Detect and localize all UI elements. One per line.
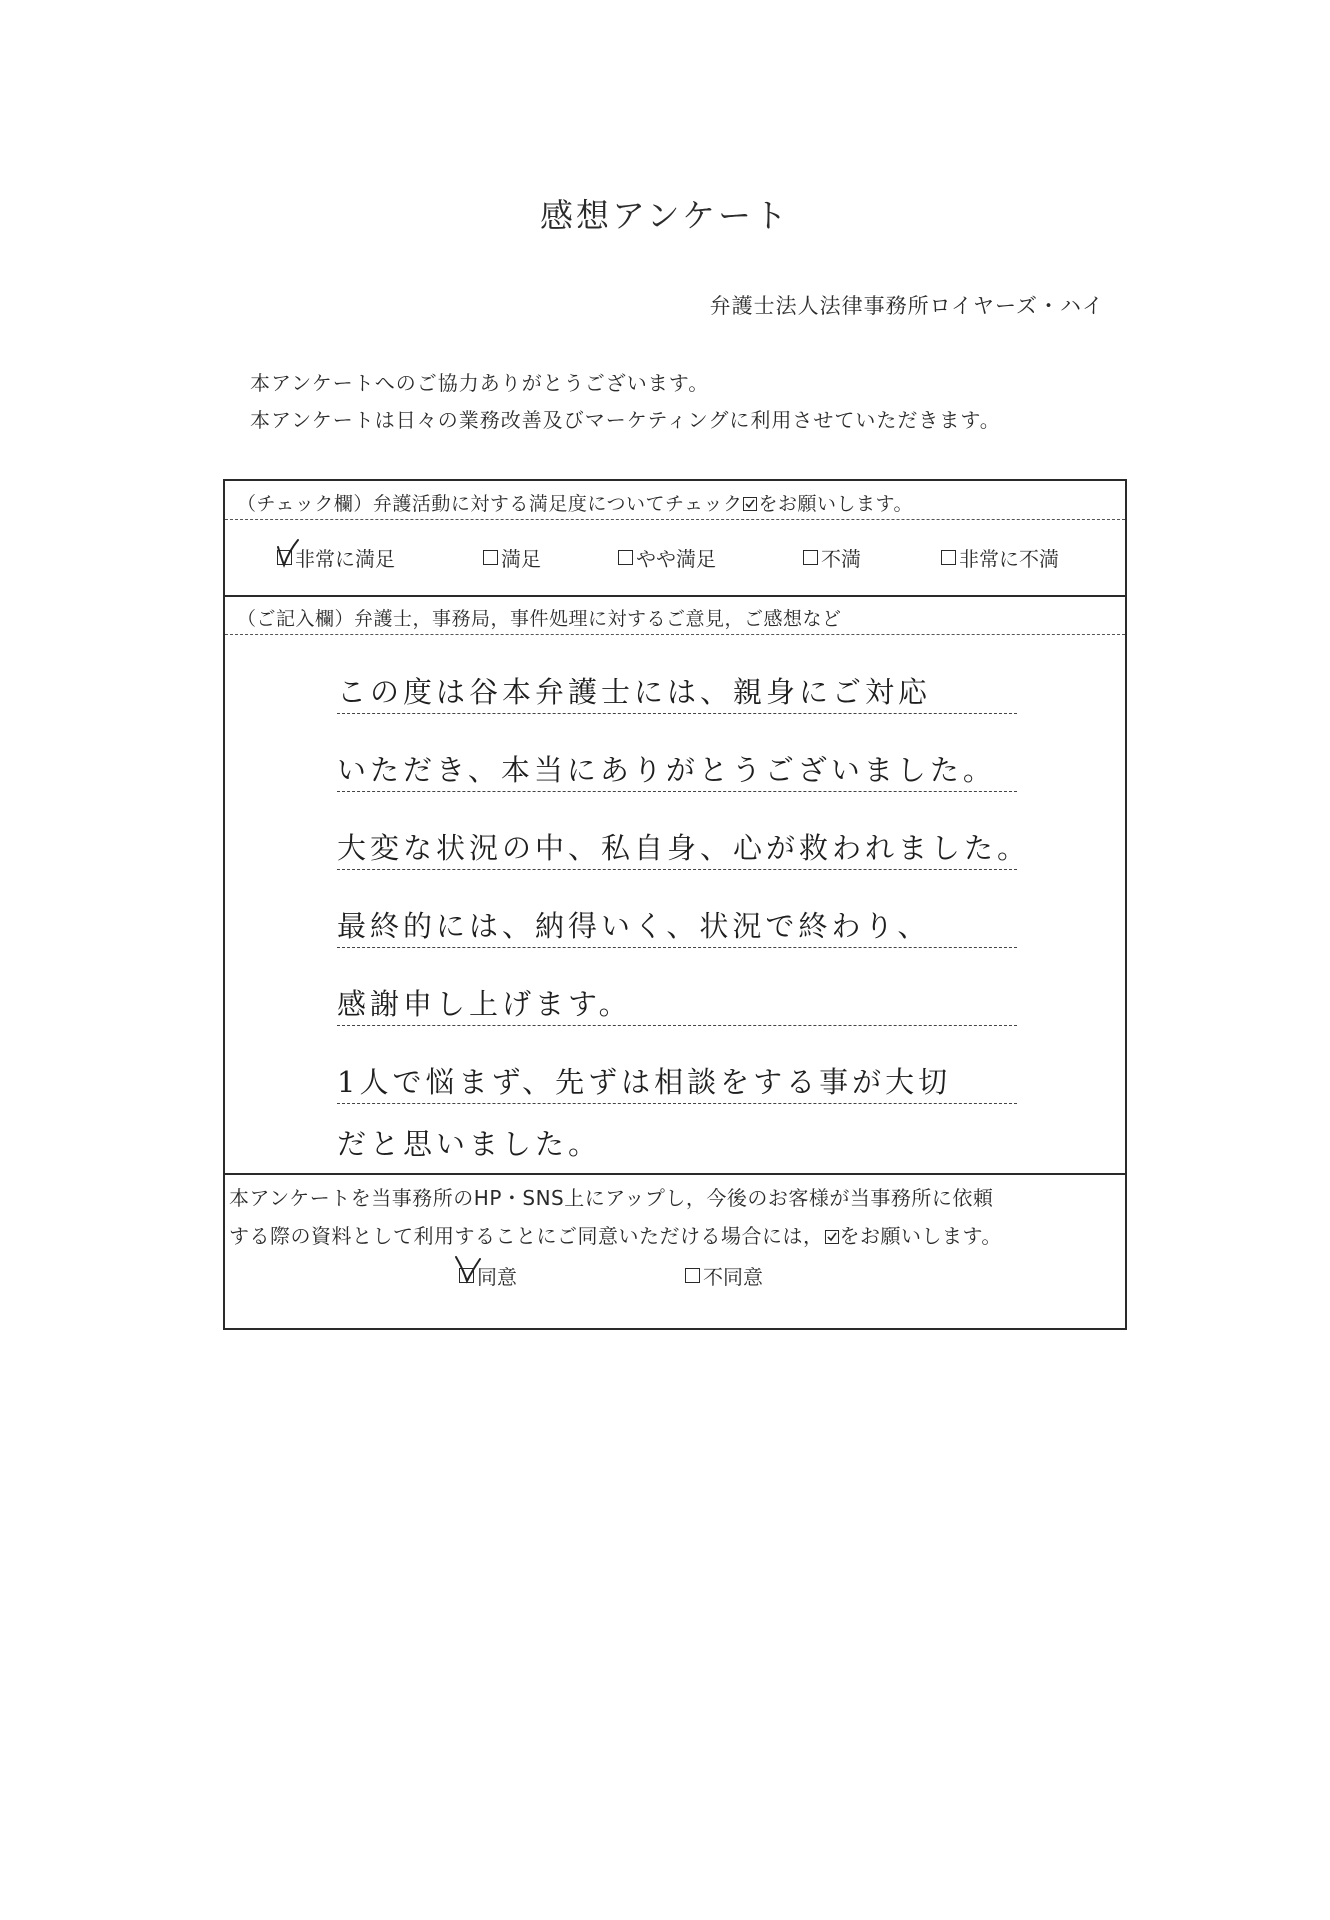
comment-line: だと思いました。 xyxy=(337,1127,602,1161)
consent-line-2-suffix: をお願いします。 xyxy=(839,1224,1002,1248)
option-label: 満足 xyxy=(501,547,541,571)
checkbox-icon[interactable] xyxy=(459,1268,474,1283)
divider xyxy=(225,595,1125,597)
option-somewhat-satisfied[interactable] xyxy=(618,543,716,572)
option-label: 不同意 xyxy=(703,1265,763,1289)
option-satisfied[interactable] xyxy=(483,543,541,572)
checkbox-icon[interactable] xyxy=(618,550,633,565)
comment-line: いただき、本当にありがとうございました。 xyxy=(337,753,1017,792)
intro-line-2: 本アンケートは日々の業務改善及びマーケティングに利用させていただきます。 xyxy=(250,408,1001,432)
intro-text xyxy=(250,365,1001,439)
checkbox-icon[interactable] xyxy=(685,1268,700,1283)
comment-line: 1人で悩まず、先ずは相談をする事が大切 xyxy=(337,1065,1017,1104)
comment-line: この度は谷本弁護士には、親身にご対応 xyxy=(337,675,1017,714)
option-label: 不満 xyxy=(821,547,861,571)
divider xyxy=(225,519,1125,520)
option-label: やや満足 xyxy=(636,547,716,571)
divider xyxy=(225,634,1125,635)
consent-text xyxy=(229,1179,1002,1255)
divider xyxy=(225,1173,1125,1175)
consent-line-2-text: する際の資料として利用することにご同意いただける場合には， xyxy=(229,1224,824,1248)
option-dissatisfied[interactable] xyxy=(803,543,861,572)
consent-line-1: 本アンケートを当事務所のHP・SNS上にアップし，今後のお客様が当事務所に依頼 xyxy=(229,1186,994,1210)
option-very-dissatisfied[interactable] xyxy=(941,543,1059,572)
checked-box-icon xyxy=(743,497,757,511)
satisfaction-heading-suffix: をお願いします。 xyxy=(758,493,913,515)
intro-line-1: 本アンケートへのご協力ありがとうございます。 xyxy=(250,371,710,395)
comment-line: 感謝申し上げます。 xyxy=(337,987,1017,1026)
consent-line-2 xyxy=(229,1217,1002,1255)
checkbox-icon[interactable] xyxy=(803,550,818,565)
page-title: 感想アンケート xyxy=(539,196,791,235)
checked-box-icon xyxy=(825,1230,839,1244)
satisfaction-heading xyxy=(237,489,1137,516)
comments-heading: （ご記入欄）弁護士，事務局，事件処理に対するご意見，ご感想など xyxy=(237,608,842,630)
option-agree[interactable] xyxy=(459,1261,517,1290)
comment-line: 最終的には、納得いく、状況で終わり、 xyxy=(337,909,1017,948)
handwritten-check-icon xyxy=(458,1257,482,1287)
checkbox-icon[interactable] xyxy=(277,550,292,565)
checkbox-icon[interactable] xyxy=(941,550,956,565)
organization-name: 弁護士法人法律事務所ロイヤーズ・ハイ xyxy=(709,294,1104,318)
survey-form xyxy=(223,479,1127,1330)
option-disagree[interactable] xyxy=(685,1261,763,1290)
option-label: 非常に不満 xyxy=(959,547,1059,571)
option-label: 同意 xyxy=(477,1265,517,1289)
comment-line: 大変な状況の中、私自身、心が救われました。 xyxy=(337,831,1017,870)
checkbox-icon[interactable] xyxy=(483,550,498,565)
option-very-satisfied[interactable] xyxy=(277,543,395,572)
option-label: 非常に満足 xyxy=(295,547,395,571)
handwritten-check-icon xyxy=(276,539,300,569)
satisfaction-heading-text: （チェック欄）弁護活動に対する満足度についてチェック xyxy=(237,493,743,515)
